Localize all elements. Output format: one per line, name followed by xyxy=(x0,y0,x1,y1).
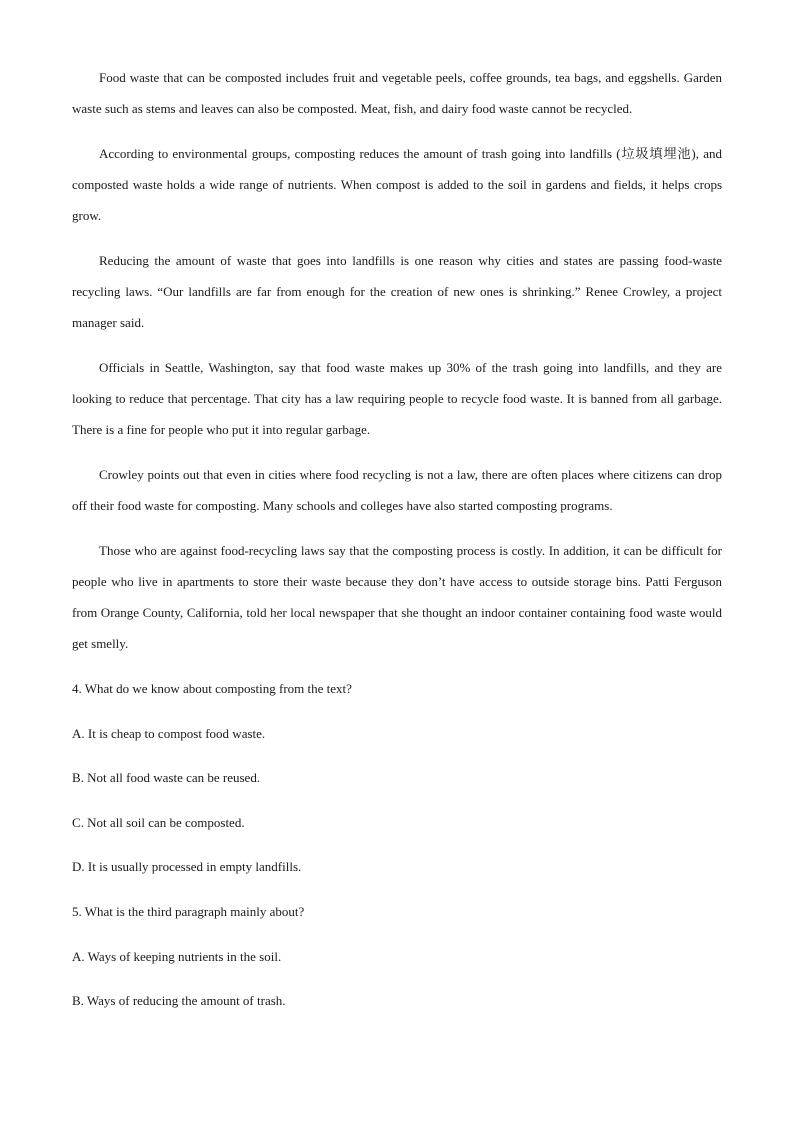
question-4-stem: 4. What do we know about composting from the text? xyxy=(72,681,352,696)
passage-paragraph-1: Food waste that can be composted includes fruit and vegetable peels, coffee grounds, tea bags, and eggshells. Garden waste such as stems and leaves can also be composted. Meat, fish, and dairy food waste cannot be recycled. xyxy=(72,70,722,116)
passage-paragraph-4: Officials in Seattle, Washington, say that food waste makes up 30% of the trash going into landfills, and they are looking to reduce that percentage. That city has a law requiring people to recycle food waste. It is banned from all garbage. There is a fine for people who put it into regular garbage. xyxy=(72,360,722,437)
question-5-option-a: A. Ways of keeping nutrients in the soil. xyxy=(72,948,282,964)
question-4-option-d: D. It is usually processed in empty landfills. xyxy=(72,859,302,875)
passage-paragraph-5: Crowley points out that even in cities where food recycling is not a law, there are often places where citizens can drop off their food waste for composting. Many schools and colleges have also started composting programs. xyxy=(72,467,722,513)
question-4-option-b: B. Not all food waste can be reused. xyxy=(72,770,261,786)
passage-paragraph-3: Reducing the amount of waste that goes into landfills is one reason why cities and states are passing food-waste recycling laws. “Our landfills are far from enough for the creation of new ones is shrinking.” Renee Crowley, a project manager said. xyxy=(72,253,722,330)
question-4-option-a: A. It is cheap to compost food waste. xyxy=(72,725,266,741)
question-5-stem: 5. What is the third paragraph mainly about? xyxy=(72,903,305,919)
document-page xyxy=(72,62,722,1030)
passage-paragraph-2: According to environmental groups, composting reduces the amount of trash going into landfills (垃圾填埋池), and composted waste holds a wide range of nutrients. When compost is added to the soil in gardens and fields, it helps crops grow. xyxy=(72,146,722,223)
question-5-option-b: B. Ways of reducing the amount of trash. xyxy=(72,993,286,1009)
question-4-option-c: C. Not all soil can be composted. xyxy=(72,814,245,830)
passage-paragraph-6: Those who are against food-recycling laws say that the composting process is costly. In addition, it can be difficult for people who live in apartments to store their waste because they don’t have access to outside storage bins. Patti Ferguson from Orange County, California, told her local newspaper that she thought an indoor container containing food waste would get smelly. xyxy=(72,543,722,651)
